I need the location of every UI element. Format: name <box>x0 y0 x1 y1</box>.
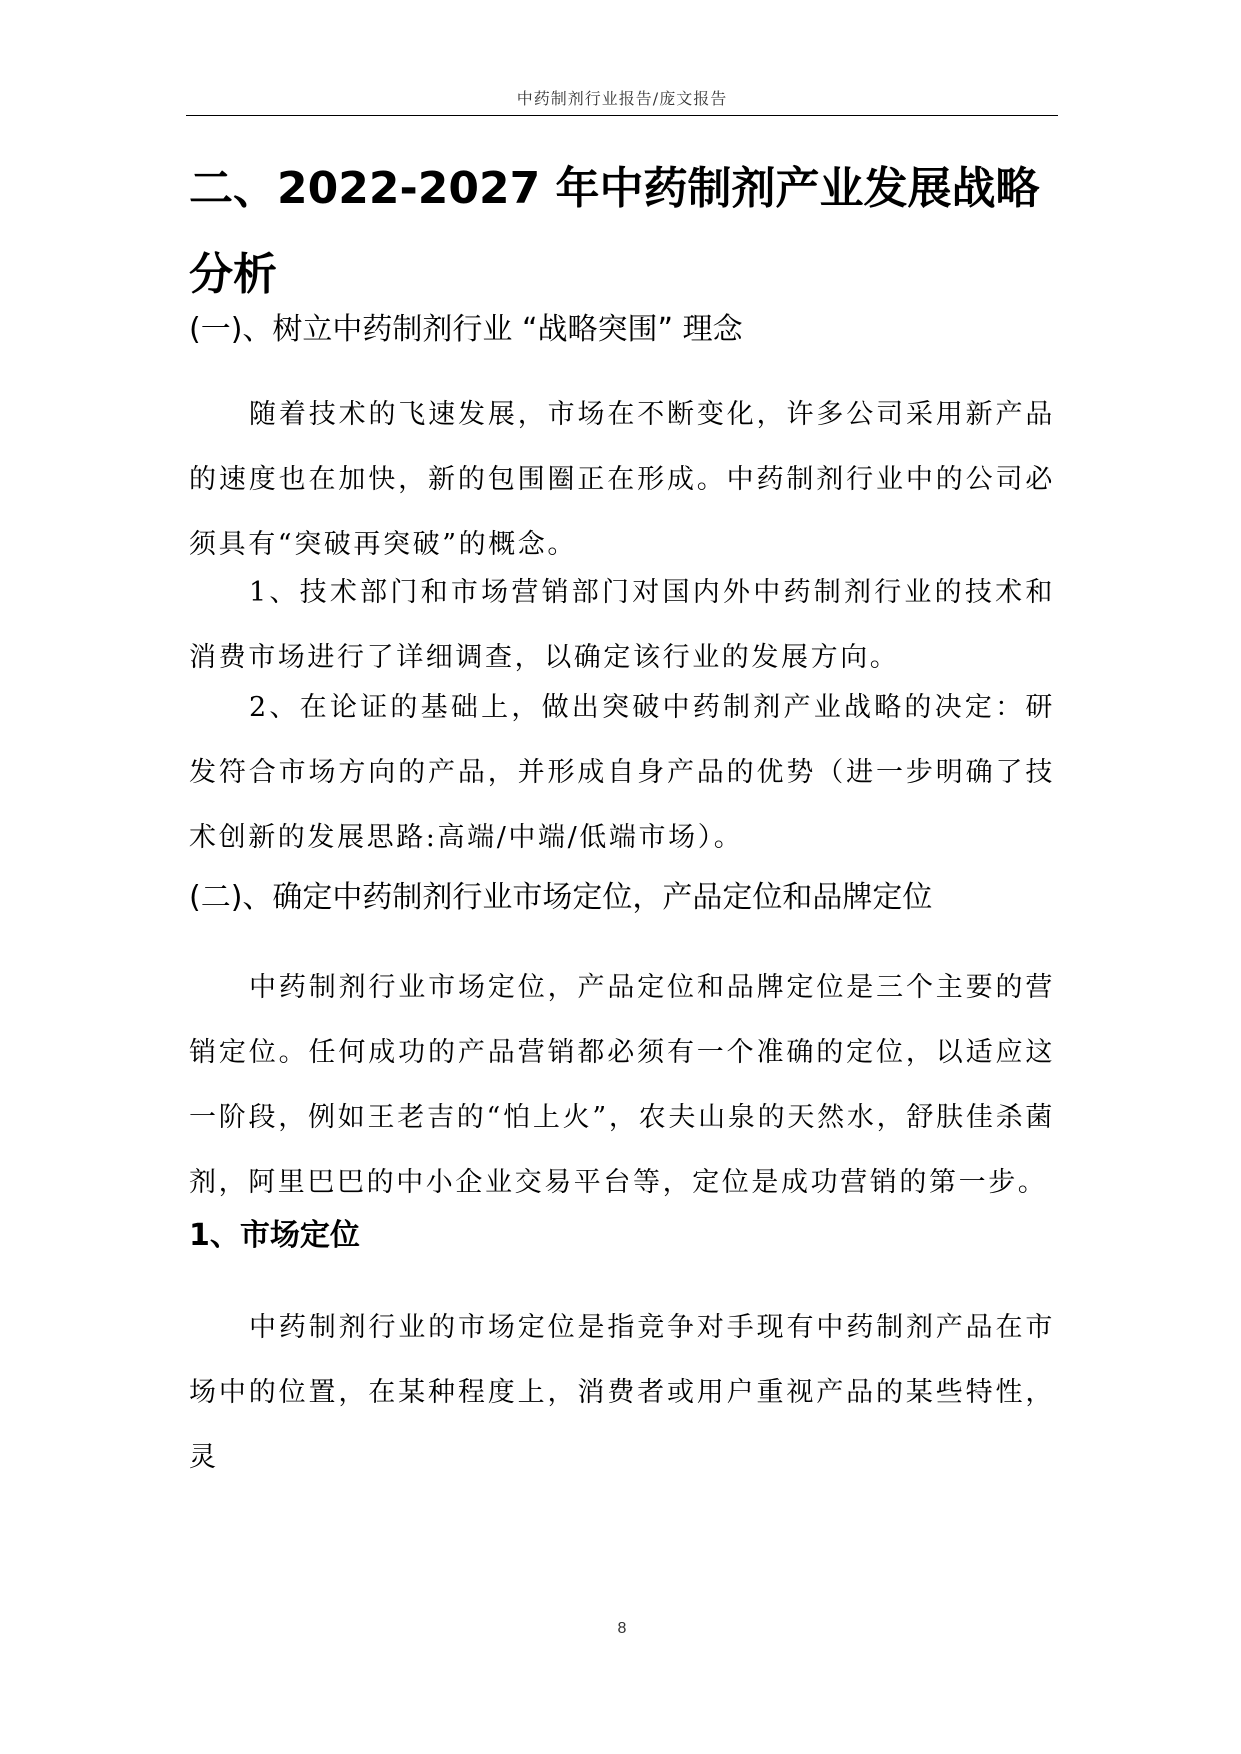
paragraph-item-2: 2、在论证的基础上，做出突破中药制剂产业战略的决定：研发符合市场方向的产品，并形成自身产品的优势（进一步明确了技术创新的发展思路:高端/中端/低端市场）。 <box>189 692 1055 853</box>
subsection-heading-2: (二)、确定中药制剂行业市场定位，产品定位和品牌定位 <box>189 880 933 915</box>
section-title: 二、2022-2027 年中药制剂产业发展战略分析 <box>189 163 1040 300</box>
paragraph-intro: 随着技术的飞速发展，市场在不断变化，许多公司采用新产品的速度也在加快，新的包围圈正在形成。中药制剂行业中的公司必须具有“突破再突破”的概念。 <box>189 399 1055 560</box>
running-header: 中药制剂行业报告/庞文报告 <box>516 89 728 108</box>
header-rule <box>186 115 1058 116</box>
subsection-heading-1: (一)、树立中药制剂行业 “战略突围” 理念 <box>189 312 743 347</box>
paragraph-positioning: 中药制剂行业市场定位，产品定位和品牌定位是三个主要的营销定位。任何成功的产品营销都必须有一个准确的定位，以适应这一阶段，例如王老吉的“怕上火”，农夫山泉的天然水，舒肤佳杀菌剂，阿里巴巴的中小企业交易平台等，定位是成功营销的第一步。 <box>189 972 1055 1198</box>
page-number: 8 <box>617 1620 627 1637</box>
paragraph-market-positioning: 中药制剂行业的市场定位是指竞争对手现有中药制剂产品在市场中的位置，在某种程度上，消费者或用户重视产品的某些特性，灵 <box>189 1312 1055 1473</box>
subsection-heading-3: 1、市场定位 <box>189 1218 360 1253</box>
paragraph-item-1: 1、技术部门和市场营销部门对国内外中药制剂行业的技术和消费市场进行了详细调查，以确定该行业的发展方向。 <box>189 577 1055 673</box>
